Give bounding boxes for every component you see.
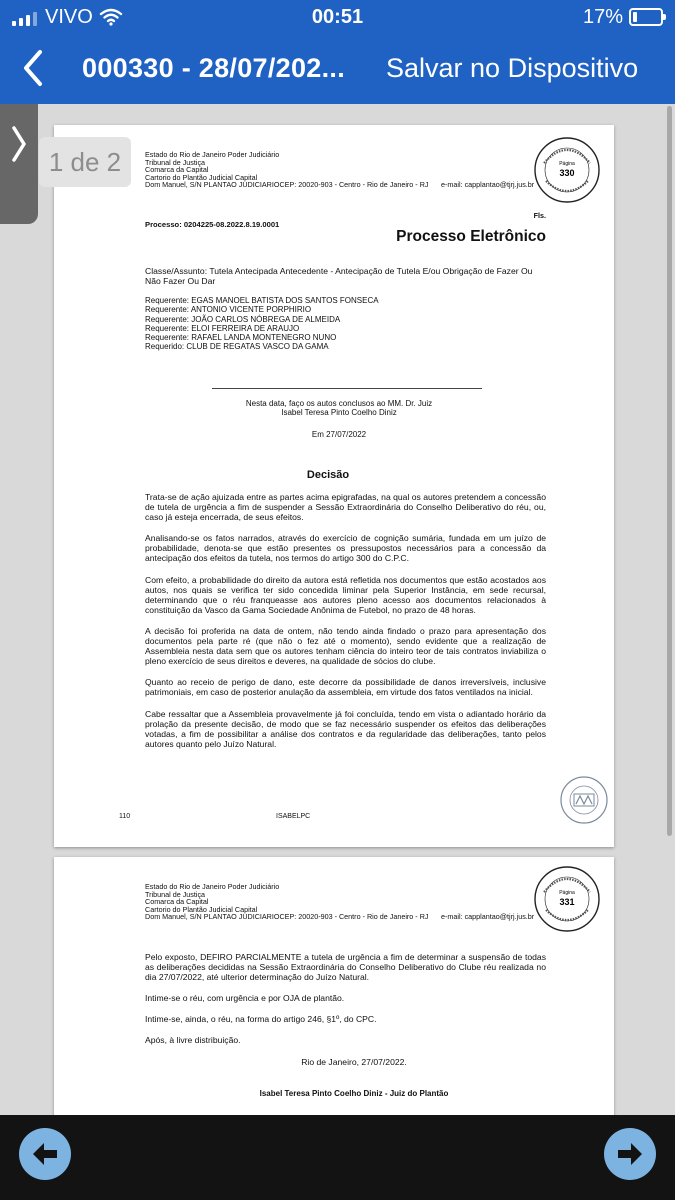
status-bar bbox=[0, 0, 675, 36]
carrier-label: VIVO bbox=[45, 6, 93, 28]
header-line: Tribunal de Justiça bbox=[145, 889, 206, 899]
battery-percent: 17% bbox=[582, 6, 623, 28]
paragraph: Intime-se o réu, com urgência e por OJA de plantão. bbox=[145, 993, 345, 1004]
header-line: Dom Manuel, S/N PLANTAO JUDICIARIOCEP: 20020-903 - Centro - Rio de Janeiro - RJ bbox=[145, 912, 429, 922]
document-page-1 bbox=[54, 125, 614, 847]
header-email: e-mail: capplantao@tjrj.jus.br bbox=[441, 912, 535, 921]
party-item: Requerente: ELOI FERREIRA DE ARAUJO bbox=[145, 323, 300, 333]
header-line: Estado do Rio de Janeiro Poder Judiciário bbox=[145, 882, 280, 891]
paragraph: Cabe ressaltar que a Assembleia provavelmente já foi concluída, tendo em vista o adiantado horário da prolação da presente decisão, de modo que se faz necessário suspender os efeitos das deliberações votadas, a fim de possibilitar a análise dos contratos e da regularidade das deliberações, tanto pelos autores quanto pelo Juízo Natural. bbox=[145, 708, 546, 749]
party-item: Requerente: RAFAEL LANDA MONTENEGRO NUNO bbox=[145, 333, 337, 343]
paragraph: Após, à livre distribuição. bbox=[145, 1035, 241, 1046]
footer-user: ISABELPC bbox=[276, 813, 311, 820]
party-item: Requerido: CLUB DE REGATAS VASCO DA GAMA bbox=[145, 342, 329, 352]
footer-number: 110 bbox=[119, 813, 131, 820]
seal-page-number: 330 bbox=[559, 168, 575, 178]
header-line: Tribunal de Justiça bbox=[145, 157, 206, 167]
next-page-button[interactable] bbox=[604, 1128, 656, 1180]
signature-line bbox=[212, 388, 482, 389]
sidebar-toggle[interactable] bbox=[0, 104, 38, 224]
scrollbar[interactable] bbox=[667, 106, 672, 836]
back-button[interactable] bbox=[18, 48, 48, 88]
chevron-left-icon bbox=[18, 48, 48, 88]
header-line: Dom Manuel, S/N PLANTAO JUDICIARIOCEP: 20020-903 - Centro - Rio de Janeiro - RJ bbox=[145, 180, 429, 190]
processo-eletronico-title: Processo Eletrônico bbox=[396, 228, 546, 245]
previous-page-button[interactable] bbox=[19, 1128, 71, 1180]
party-item: Requerente: ANTONIO VICENTE PORPHIRIO bbox=[145, 305, 312, 315]
header-email: e-mail: capplantao@tjrj.jus.br bbox=[441, 180, 535, 189]
battery-icon bbox=[629, 8, 663, 26]
header-line: Cartorio do Plantão Judicial Capital bbox=[145, 172, 258, 182]
seal-page-number: 331 bbox=[559, 897, 575, 907]
classe-assunto: Classe/Assunto: Tutela Antecipada Antecedente - Antecipação de Tutela E/ou Obrigação de Fazer Ou Não Fazer Ou Dar bbox=[145, 266, 533, 287]
court-header bbox=[145, 882, 535, 922]
seal-page-label: Página bbox=[559, 890, 575, 896]
decision-body bbox=[145, 492, 546, 760]
header-line: Estado do Rio de Janeiro Poder Judiciário bbox=[145, 150, 280, 159]
page-seal bbox=[532, 864, 602, 934]
paragraph: Intime-se, ainda, o réu, na forma do artigo 246, §1º, do CPC. bbox=[145, 1014, 377, 1025]
pdf-viewer[interactable] bbox=[0, 104, 675, 1115]
clock: 00:51 bbox=[311, 6, 364, 28]
digital-signature-stamp bbox=[559, 773, 609, 827]
decisao-title: Decisão bbox=[306, 469, 350, 481]
process-number: Processo: 0204225-08.2022.8.19.0001 bbox=[145, 220, 280, 229]
header-line: Comarca da Capital bbox=[145, 897, 209, 907]
paragraph: Com efeito, a probabilidade do direito da autora está refletida nos documentos que estão acostados aos autos, nos quais se verifica ter sido concedida liminar pela Superior Instância, em sede recursal, determinando que o réu franqueasse aos autores pleno acesso aos documentos relacionados à constituição da Vasco da Gama Sociedade Anônima de Futebol, no prazo de 48 horas. bbox=[145, 574, 546, 615]
conclusos-date: Em 27/07/2022 bbox=[311, 430, 367, 439]
document-title: 000330 - 28/07/202... bbox=[82, 53, 346, 83]
judge-signature: Isabel Teresa Pinto Coelho Diniz - Juiz do Plantão bbox=[259, 1089, 449, 1098]
arrow-left-icon bbox=[31, 1140, 59, 1168]
paragraph: Pelo exposto, DEFIRO PARCIALMENTE a tutela de urgência a fim de determinar a suspensão de todas as deliberações decididas na Sessão Extraordinária do Conselho Deliberativo do Clube réu realizada no dia 27/07/2022, até ulterior determinação do Juízo Natural. bbox=[145, 952, 546, 983]
bottom-toolbar bbox=[0, 1115, 675, 1200]
page-indicator: 1 de 2 bbox=[39, 137, 131, 187]
battery-level bbox=[633, 12, 637, 22]
header-line: Comarca da Capital bbox=[145, 165, 209, 175]
decision-conclusion bbox=[145, 952, 546, 1057]
header-line: Cartorio do Plantão Judicial Capital bbox=[145, 904, 258, 914]
decision-date: Rio de Janeiro, 27/07/2022. bbox=[301, 1057, 407, 1067]
seal-page-label: Página bbox=[559, 161, 575, 167]
document-page-2 bbox=[54, 857, 614, 1115]
arrow-right-icon bbox=[616, 1140, 644, 1168]
court-header bbox=[145, 150, 535, 190]
paragraph: Analisando-se os fatos narrados, através do exercício de cognição sumária, fundada em um juízo de probabilidade, denota-se que estão presentes os pressupostos necessários para a concessão da antecipação dos efeitos da tutela, nos termos do artigo 300 do C.P.C. bbox=[145, 533, 546, 564]
save-to-device-button[interactable]: Salvar no Dispositivo bbox=[386, 53, 639, 83]
conclusos-text bbox=[174, 399, 504, 418]
party-item: Requerente: JOÃO CARLOS NÓBREGA DE ALMEIDA bbox=[145, 314, 341, 324]
conclusos-line: Isabel Teresa Pinto Coelho Diniz bbox=[281, 408, 397, 418]
paragraph: A decisão foi proferida na data de ontem, não tendo ainda findado o prazo para apresentação dos documentos pela parte ré (que não o fez até o momento), sendo evidente que a realização de Assembleia nesta data sem que os autores tenham ciência do inteiro teor de tais contratos inviabiliza o pleno exercício de seus direitos e deveres, na qualidade de sócios do clube. bbox=[145, 625, 546, 667]
page-seal bbox=[532, 135, 602, 205]
conclusos-line: Nesta data, faço os autos conclusos ao MM. Dr. Juiz bbox=[245, 399, 433, 408]
navigation-bar bbox=[0, 36, 675, 104]
party-item: Requerente: EGAS MANOEL BATISTA DOS SANTOS FONSECA bbox=[145, 296, 379, 305]
parties-list bbox=[145, 296, 379, 352]
fls-label: Fls. bbox=[533, 211, 546, 220]
paragraph: Trata-se de ação ajuizada entre as partes acima epigrafadas, na qual os autores pretendem a concessão de tutela de urgência a fim de suspender a Sessão Extraordinária do Conselho Deliberativo do réu, ou, caso já esteja encerrada, de seus efeitos. bbox=[145, 492, 546, 523]
paragraph: Quanto ao receio de perigo de dano, este decorre da possibilidade de danos irreversíveis, inclusive patrimoniais, em caso de posterior anulação da assembleia, em virtude dos fatos ventilados na inicial. bbox=[145, 677, 546, 698]
chevron-right-icon bbox=[9, 124, 29, 164]
